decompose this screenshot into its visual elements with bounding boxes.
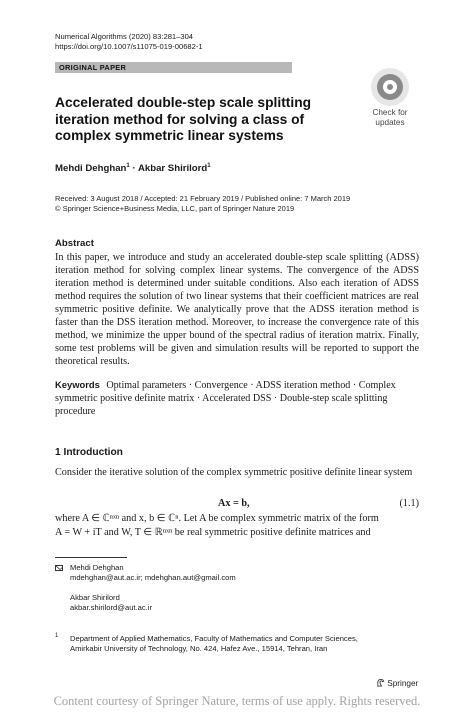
equation-number: (1.1)	[399, 498, 419, 509]
contact-email[interactable]: mdehghan@aut.ac.ir; mdehghan.aut@gmail.com	[70, 573, 236, 582]
affiliation-footnote-mark: 1	[55, 633, 59, 639]
check-for-updates-line1: Check for	[372, 108, 408, 117]
journal-citation: Numerical Algorithms (2020) 83:281–304	[55, 32, 194, 41]
affiliation-mark: 1	[207, 162, 211, 169]
contact-name: Akbar Shirilord	[70, 593, 120, 602]
intro-paragraph: Consider the iterative solution of the complex symmetric positive definite linear system	[55, 467, 413, 478]
abstract-body: In this paper, we introduce and study an accelerated double-step scale splitting (ADSS) iteration method for solving complex linear systems. The convergence of the ADSS iteration method is determined under suitable conditions. Also each iteration of ADSS method requires the solution of two linear systems that their coefficient matrices are real symmetric positive definite. We analytically prove that the ADSS iteration method is faster than the DSS iteration method. Moreover, to increase the convergence rate of this method, we minimize the upper bound of the spectral radius of iteration matrix. Finally, some test problems will be given and simulation results will be reported to support the theoretical results.	[55, 252, 419, 367]
journal-citation-block	[55, 32, 203, 52]
article-type-badge	[55, 62, 292, 73]
publisher-name: Springer	[387, 679, 419, 688]
doi-link[interactable]: https://doi.org/10.1007/s11075-019-00682-1	[55, 42, 203, 51]
equation: Ax = b,	[218, 498, 250, 509]
check-for-updates-button[interactable]	[360, 68, 420, 134]
springer-horse-icon	[376, 678, 385, 687]
affiliation-line: Department of Applied Mathematics, Faculty of Mathematics and Computer Sciences,	[70, 634, 358, 643]
author-name[interactable]: Mehdi Dehghan	[55, 163, 127, 174]
article-title: Accelerated double-step scale splitting iteration method for solving a class of complex symmetric linear systems	[55, 95, 312, 143]
affiliation-line: Amirkabir University of Technology, No. 424, Hafez Ave., 15914, Tehran, Iran	[70, 644, 328, 653]
contact-email[interactable]: akbar.shirilord@aut.ac.ir	[70, 603, 152, 612]
intro-line: A = W + iT and W, T ∈ ℝⁿˣⁿ be real symmetric positive definite matrices and	[55, 526, 371, 538]
keywords-block	[55, 378, 419, 418]
footnote-divider	[55, 557, 127, 558]
article-dates: Received: 3 August 2018 / Accepted: 21 February 2019 / Published online: 7 March 2019	[55, 194, 351, 203]
keywords-list: Optimal parameters · Convergence · ADSS iteration method · Complex symmetric positive definite matrix · Accelerated DSS · Double-step scale splitting procedure	[55, 380, 396, 417]
author-separator: ·	[132, 163, 136, 174]
author-name[interactable]: Akbar Shirilord	[137, 163, 208, 174]
affiliation-footnote	[70, 634, 358, 654]
contact-name: Mehdi Dehghan	[70, 563, 124, 572]
check-for-updates-line2: updates	[375, 118, 405, 127]
affiliation-mark: 1	[126, 162, 130, 169]
abstract-heading: Abstract	[55, 238, 94, 249]
article-type-label: ORIGINAL PAPER	[59, 63, 127, 72]
copyright-line: © Springer Science+Business Media, LLC, part of Springer Nature 2019	[55, 204, 295, 213]
section-heading-introduction: 1 Introduction	[55, 447, 123, 458]
keywords-label: Keywords	[55, 379, 100, 390]
courtesy-notice: Content courtesy of Springer Nature, terms of use apply. Rights reserved.	[53, 694, 421, 708]
author-list	[55, 163, 211, 175]
intro-continuation	[55, 512, 419, 539]
publisher-logo	[376, 678, 418, 689]
intro-line: where A ∈ ℂⁿˣⁿ and x, b ∈ ℂⁿ. Let A be complex symmetric matrix of the form	[55, 513, 379, 524]
envelope-icon	[55, 565, 63, 571]
